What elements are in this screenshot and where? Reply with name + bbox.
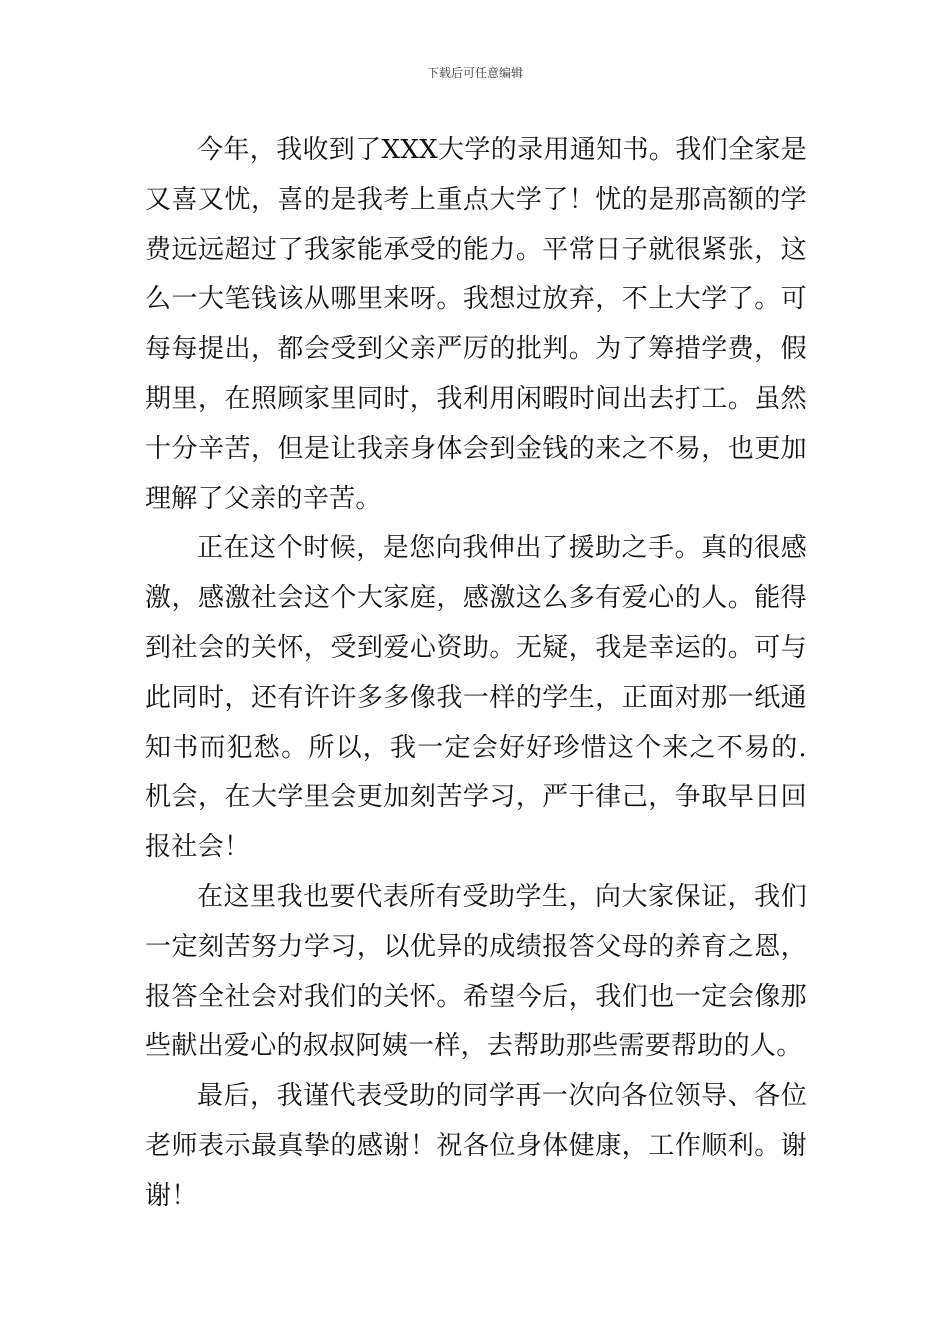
paragraph-pledge: 在这里我也要代表所有受助学生，向大家保证，我们一定刻苦努力学习，以优异的成绩报答父母的养育之恩，报答全社会对我们的关怀。希望今后，我们也一定会像那些献出爱心的叔叔阿姨一样，去帮助那些需要帮助的人。 (145, 881, 807, 1062)
document-body (145, 126, 807, 1222)
paragraph-closing: 最后，我谨代表受助的同学再一次向各位领导、各位老师表示最真挚的感谢！祝各位身体健康，工作顺利。谢谢！ (145, 1081, 807, 1211)
paragraph-gratitude: 正在这个时候，是您向我伸出了援助之手。真的很感激，感激社会这个大家庭，感激这么多有爱心的人。能得到社会的关怀，受到爱心资助。无疑，我是幸运的。可与此同时，还有许许多多像我一样的学生，正面对那一纸通知书而犯愁。所以，我一定会好好珍惜这个来之不易的.机会，在大学里会更加刻苦学习，严于律己，争取早日回报社会！ (145, 533, 807, 863)
page-header: 下载后可任意编辑 (426, 66, 523, 80)
paragraph-admission: 今年，我收到了XXX大学的录用通知书。我们全家是又喜又忧，喜的是我考上重点大学了！忧的是那高额的学费远远超过了我家能承受的能力。平常日子就很紧张，这么一大笔钱该从哪里来呀。我想过放弃，不上大学了。可每每提出，都会受到父亲严厉的批判。为了筹措学费，假期里，在照顾家里同时，我利用闲暇时间出去打工。虽然十分辛苦，但是让我亲身体会到金钱的来之不易，也更加理解了父亲的辛苦。 (145, 135, 807, 514)
